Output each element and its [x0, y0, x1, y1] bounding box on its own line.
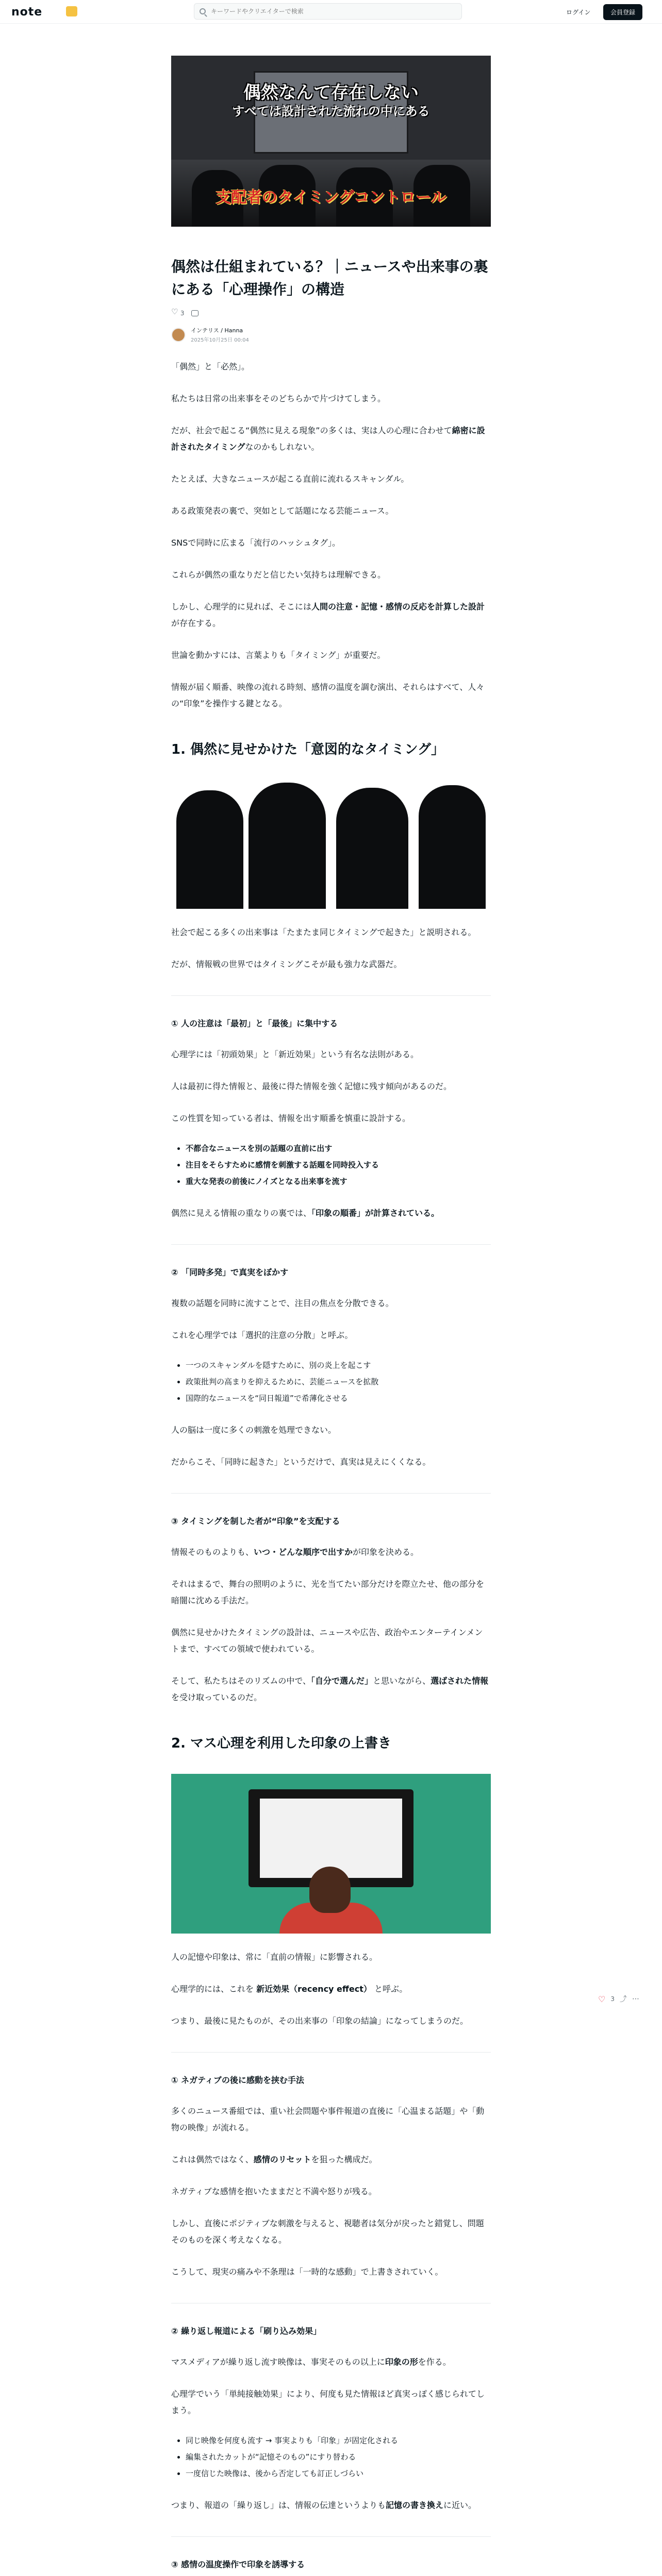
- subsection-heading: ① ネガティブの後に感動を挟む手法: [171, 2075, 304, 2085]
- hero-title-line2: すべては設計された流れの中にある: [232, 104, 430, 118]
- bullet-list: [171, 1357, 491, 1406]
- hero-image: [171, 56, 491, 227]
- list-item: • 注目をそらすために感情を刺激する話題を同時投入する: [186, 1157, 491, 1173]
- paragraph: 多くのニュース番組では、重い社会問題や事件報道の直後に「心温まる話題」や「動物の映像」が流れる。: [171, 2106, 485, 2132]
- like-count: 3: [180, 310, 185, 317]
- paragraph: つまり、最後に見たものが、その出来事の「印象の結論」になってしまうのだ。: [171, 2016, 469, 2026]
- subsection-heading: ② 「同時多発」で真実をぼかす: [171, 1267, 289, 1277]
- search-box[interactable]: [194, 3, 462, 20]
- note-logo[interactable]: note: [11, 6, 43, 19]
- paragraph: これらが偶然の重なりだと信じたい気持ちは理解できる。: [171, 570, 386, 580]
- list-item: • 同じ映像を何度も流す → 事実よりも「印象」が固定化される: [186, 2432, 491, 2449]
- divider: [171, 2052, 491, 2053]
- paragraph: これは偶然ではなく、感情のリセットを狙った構成だ。: [171, 2155, 377, 2164]
- list-item: • 重大な発表の前後にノイズとなる出来事を流す: [186, 1173, 491, 1190]
- signup-button[interactable]: 会員登録: [603, 4, 642, 20]
- silhouette-figure: [249, 783, 326, 909]
- paragraph: それはまるで、舞台の照明のように、光を当てたい部分だけを際立たせ、他の部分を暗闇に沈める手法だ。: [171, 1579, 485, 1605]
- floating-like-count: 3: [610, 1995, 615, 2003]
- list-item: • 編集されたカットが“記憶そのもの”にすり替わる: [186, 2449, 491, 2465]
- paragraph: だが、情報戦の世界ではタイミングこそが最も強力な武器だ。: [171, 959, 402, 969]
- article-body: [171, 359, 491, 2576]
- paragraph: 心理学でいう「単純接触効果」により、何度も見た情報ほど真実っぽく感じられてしまう。: [171, 2389, 485, 2415]
- section-heading-2: 2. マス心理を利用した印象の上書き: [171, 1736, 392, 1751]
- paragraph: 人の脳は一度に多くの刺激を処理できない。: [171, 1425, 337, 1435]
- viewer-head: [309, 1867, 351, 1913]
- tv-screen: [260, 1799, 402, 1878]
- paragraph: 私たちは日常の出来事をそのどちらかで片づけてしまう。: [171, 394, 386, 403]
- hero-title-line1: 偶然なんて存在しない: [243, 82, 419, 103]
- more-icon[interactable]: ⋯: [632, 1995, 639, 2003]
- silhouette-image: [171, 780, 491, 909]
- paragraph: 複数の話題を同時に流すことで、注目の焦点を分散できる。: [171, 1298, 394, 1308]
- paragraph: 心理学的には、これを 新近効果（recency effect） と呼ぶ。: [171, 1984, 408, 1994]
- paragraph: マスメディアが繰り返し流す映像は、事実そのもの以上に印象の形を作る。: [171, 2357, 451, 2367]
- paragraph: だが、社会で起こる“偶然に見える現象”の多くは、実は人の心理に合わせて綿密に設計されたタイミングなのかもしれない。: [171, 426, 485, 452]
- paragraph: 世論を動かすには、言葉よりも「タイミング」が重要だ。: [171, 650, 386, 660]
- divider: [171, 2536, 491, 2537]
- paragraph: たとえば、大きなニュースが起こる直前に流れるスキャンダル。: [171, 474, 409, 484]
- list-item: • 国際的なニュースを“同日報道”で希薄化させる: [186, 1390, 491, 1406]
- author-name[interactable]: インテリス / Hanna: [191, 327, 243, 334]
- list-item: • 一度信じた映像は、後から否定しても訂正しづらい: [186, 2465, 491, 2482]
- silhouette-figure: [419, 785, 486, 909]
- paragraph: ネガティブな感情を抱いたままだと不満や怒りが残る。: [171, 2187, 377, 2196]
- paragraph: 人の記憶や印象は、常に「直前の情報」に影響される。: [171, 1952, 378, 1962]
- paragraph: 心理学には「初頭効果」と「新近効果」という有名な法則がある。: [171, 1049, 419, 1059]
- paragraph: つまり、報道の「繰り返し」は、情報の伝達というよりも記憶の書き換えに近い。: [171, 2500, 477, 2510]
- paragraph: この性質を知っている者は、情報を出す順番を慎重に設計する。: [171, 1113, 411, 1123]
- publish-date: 2025年10月25日 00:04: [191, 337, 249, 343]
- silhouette-figure: [176, 790, 243, 909]
- logo-badge-icon: [66, 6, 77, 16]
- list-item: • 一つのスキャンダルを隠すために、別の炎上を起こす: [186, 1357, 491, 1374]
- bullet-list: [171, 2432, 491, 2482]
- list-item: • 政策批判の高まりを抑えるために、芸能ニュースを拡散: [186, 1374, 491, 1390]
- silhouette-figure: [336, 788, 408, 909]
- like-heart-icon[interactable]: ♡: [598, 1994, 606, 2004]
- share-icon[interactable]: ⤴: [619, 1995, 627, 2004]
- comment-icon[interactable]: [191, 310, 198, 316]
- paragraph: SNSで同時に広まる「流行のハッシュタグ」。: [171, 538, 340, 548]
- list-item: • 不都合なニュースを別の話題の直前に出す: [186, 1140, 491, 1157]
- search-icon: [200, 8, 206, 14]
- paragraph: 偶然に見える情報の重なりの裏では、「印象の順番」が計算されている。: [171, 1208, 440, 1218]
- top-navigation-bar: [0, 0, 662, 24]
- paragraph: そして、私たちはそのリズムの中で、「自分で選んだ」と思いながら、選ばされた情報を受け取っているのだ。: [171, 1676, 489, 1702]
- search-input[interactable]: [211, 8, 438, 15]
- paragraph: こうして、現実の痛みや不条理は「一時的な感動」で上書きされていく。: [171, 2267, 443, 2277]
- subsection-heading: ③ 感情の温度操作で印象を誘導する: [171, 2560, 305, 2569]
- divider: [171, 1244, 491, 1245]
- paragraph: 社会で起こる多くの出来事は「たまたま同じタイミングで起きた」と説明される。: [171, 927, 476, 937]
- paragraph: 偶然に見せかけたタイミングの設計は、ニュースや広告、政治やエンターテインメントまで、すべての領域で使われている。: [171, 1628, 483, 1654]
- subsection-heading: ① 人の注意は「最初」と「最後」に集中する: [171, 1019, 338, 1028]
- paragraph: 人は最初に得た情報と、最後に得た情報を強く記憶に残す傾向があるのだ。: [171, 1081, 452, 1091]
- paragraph: 「偶然」と「必然」。: [171, 362, 250, 371]
- author-block[interactable]: [171, 326, 491, 343]
- paragraph: 情報そのものよりも、いつ・どんな順序で出すかが印象を決める。: [171, 1547, 419, 1557]
- hero-title-line3: 支配者のタイミングコントロール: [216, 189, 446, 207]
- floating-actions: [598, 1994, 639, 2004]
- tv-viewer-image: [171, 1774, 491, 1934]
- divider: [171, 1493, 491, 1494]
- bullet-list: [171, 1140, 491, 1190]
- subsection-heading: ② 繰り返し報道による「刷り込み効果」: [171, 2326, 322, 2336]
- article-title: 偶然は仕組まれている？｜ニュースや出来事の裏にある「心理操作」の構造: [171, 258, 488, 298]
- paragraph: しかし、心理学的に見れば、そこには人間の注意・記憶・感情の反応を計算した設計が存在する。: [171, 602, 485, 628]
- paragraph: しかし、直後にポジティブな刺激を与えると、視聴者は気分が戻ったと錯覚し、問題そのものを深く考えなくなる。: [171, 2218, 484, 2245]
- article-stats: [171, 309, 491, 317]
- paragraph: 情報が届く順番、映像の流れる時刻、感情の温度を調む演出、それらはすべて、人々の“印象”を操作する鍵となる。: [171, 682, 485, 708]
- divider: [171, 995, 491, 996]
- paragraph: ある政策発表の裏で、突如として話題になる芸能ニュース。: [171, 506, 394, 516]
- section-heading-1: 1. 偶然に見せかけた「意図的なタイミング」: [171, 742, 444, 757]
- avatar[interactable]: [171, 328, 186, 342]
- like-stat[interactable]: [171, 309, 184, 317]
- paragraph: これを心理学では「選択的注意の分散」と呼ぶ。: [171, 1330, 353, 1340]
- login-button[interactable]: ログイン: [566, 9, 591, 16]
- article: [171, 56, 491, 2576]
- paragraph: だからこそ、「同時に起きた」というだけで、真実は見えにくくなる。: [171, 1457, 431, 1467]
- author-meta: [191, 326, 249, 343]
- subsection-heading: ③ タイミングを制した者が“印象”を支配する: [171, 1516, 340, 1526]
- heart-icon: [171, 309, 178, 315]
